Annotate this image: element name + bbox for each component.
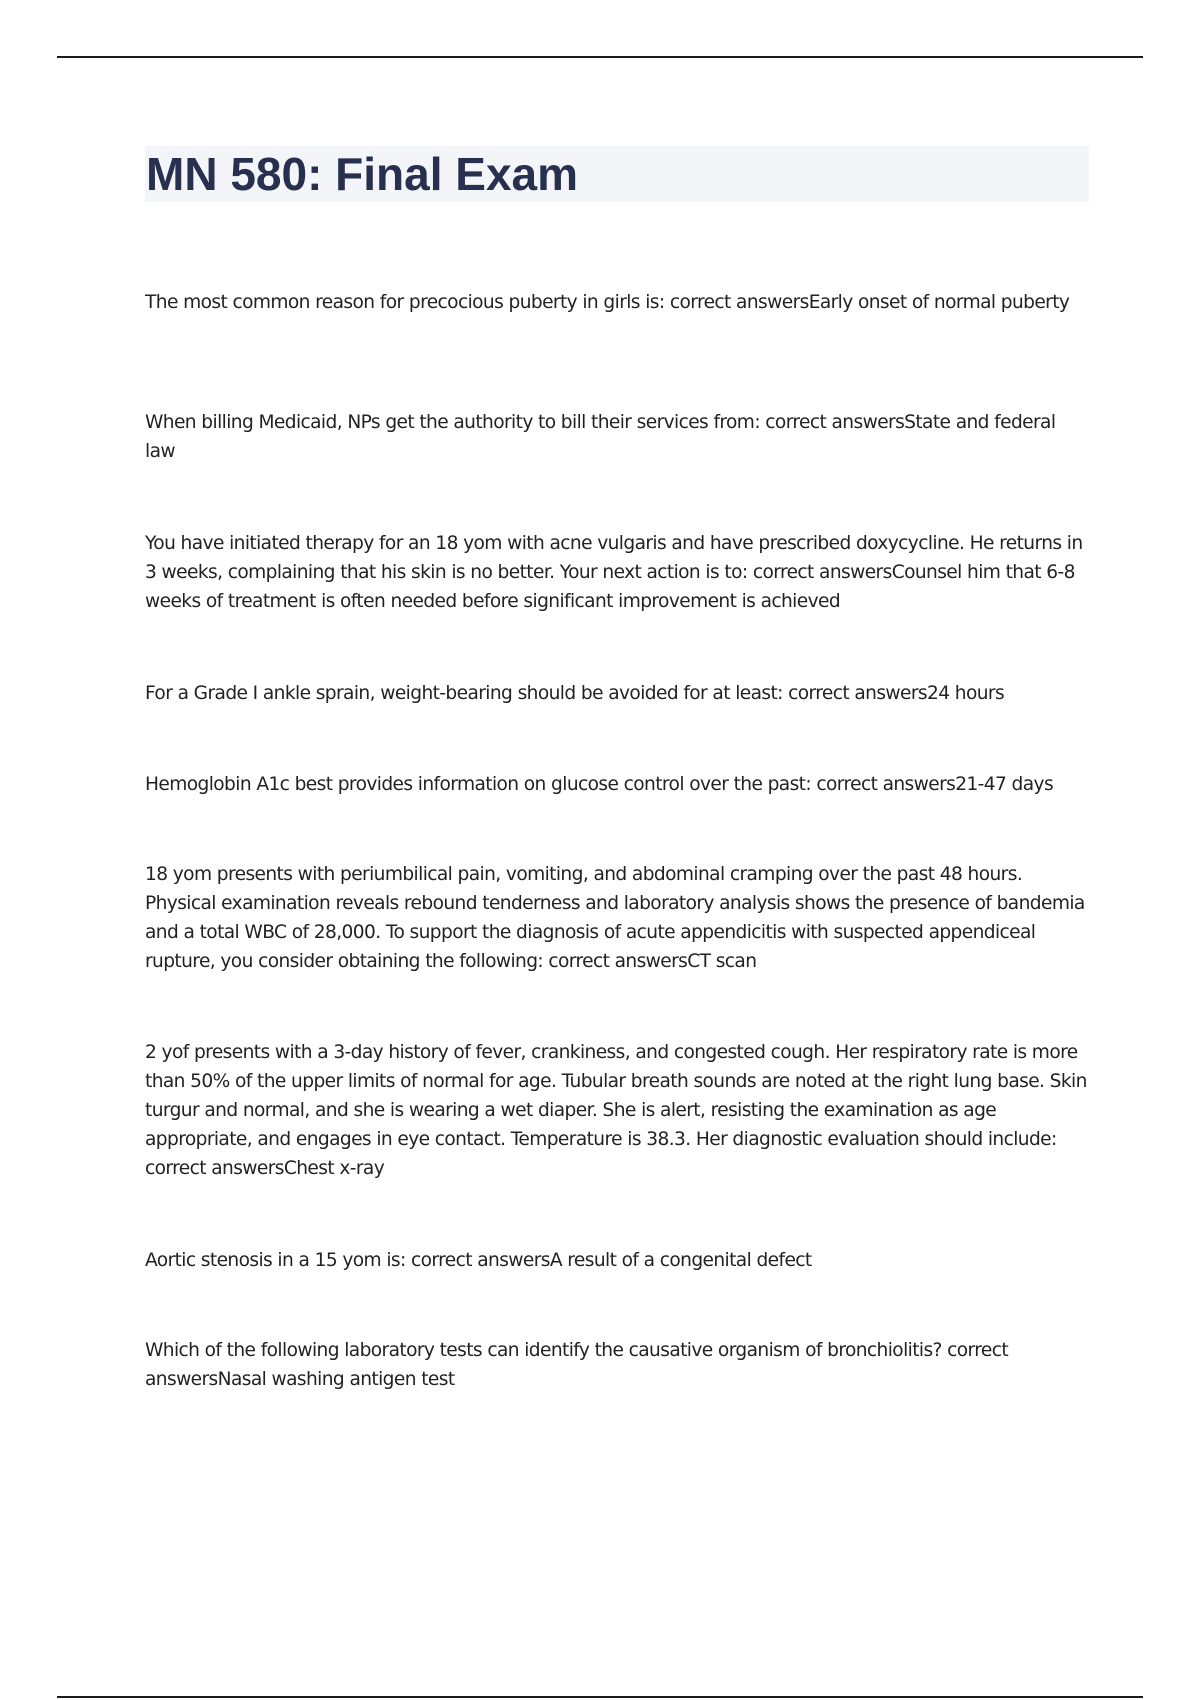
- qa-item-5: Hemoglobin A1c best provides information on glucose control over the past: correct answers21-47 days: [145, 774, 1054, 795]
- qa-item-3: You have initiated therapy for an 18 yom with acne vulgaris and have prescribed doxycycline. He returns in 3 weeks, complaining that his skin is no better. Your next action is to: correct answersCounsel him that 6-8 weeks of treatment is often needed before significant improvement is achieved: [145, 533, 1083, 612]
- qa-item-4: For a Grade I ankle sprain, weight-bearing should be avoided for at least: correct answers24 hours: [145, 683, 1005, 704]
- header-rule: [57, 56, 1143, 58]
- qa-item-8: Aortic stenosis in a 15 yom is: correct answersA result of a congenital defect: [145, 1250, 812, 1271]
- footer-rule: [57, 1696, 1143, 1698]
- qa-item-2: When billing Medicaid, NPs get the authority to bill their services from: correct answersState and federal law: [145, 412, 1056, 462]
- page-title: MN 580: Final Exam: [146, 148, 579, 200]
- qa-item-9: Which of the following laboratory tests can identify the causative organism of bronchiolitis? correct answersNasal washing antigen test: [145, 1340, 1009, 1390]
- qa-item-7: 2 yof presents with a 3-day history of fever, crankiness, and congested cough. Her respiratory rate is more than 50% of the upper limits of normal for age. Tubular breath sounds are noted at the right lung base. Skin turgur and normal, and she is wearing a wet diaper. She is alert, resisting the examination as age appropriate, and engages in eye contact. Temperature is 38.3. Her diagnostic evaluation should include: correct answersChest x-ray: [145, 1042, 1087, 1179]
- qa-item-1: The most common reason for precocious puberty in girls is: correct answersEarly onset of normal puberty: [145, 292, 1070, 313]
- qa-item-6: 18 yom presents with periumbilical pain, vomiting, and abdominal cramping over the past 48 hours. Physical examination reveals rebound tenderness and laboratory analysis shows the presence of bandemia and a total WBC of 28,000. To support the diagnosis of acute appendicitis with suspected appendiceal rupture, you consider obtaining the following: correct answersCT scan: [145, 864, 1085, 972]
